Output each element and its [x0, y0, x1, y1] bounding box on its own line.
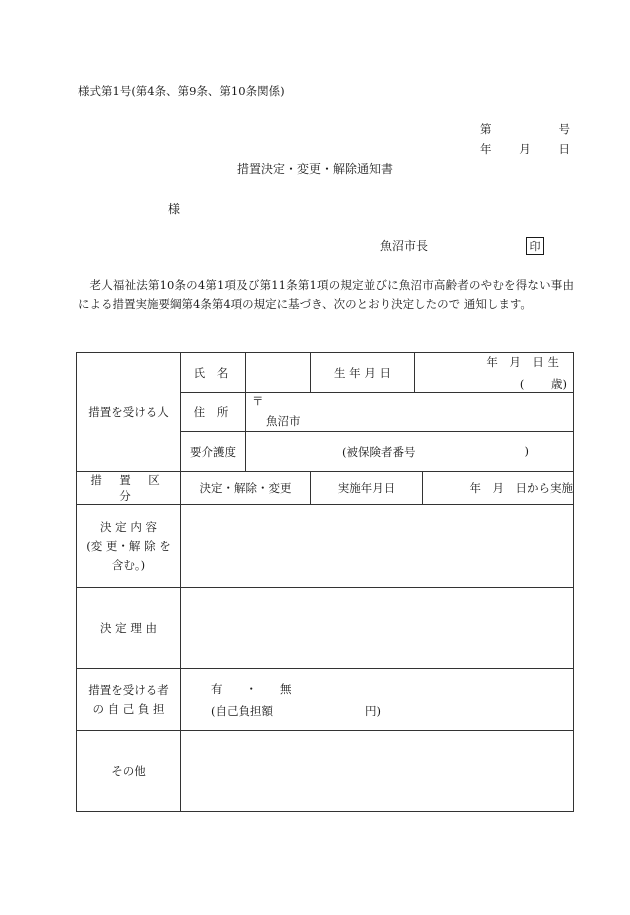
self-burden-label-line: 措置を受ける者	[88, 682, 169, 697]
burden-amount-template: (自己負担額 円)	[211, 703, 381, 718]
decision-content-field[interactable]	[181, 505, 574, 588]
form-number: 様式第1号(第4条、第9条、第10条関係)	[78, 84, 285, 98]
other-field[interactable]	[181, 731, 574, 812]
document-number-line	[480, 124, 570, 136]
table-row	[77, 505, 574, 588]
table-row	[77, 588, 574, 669]
date-year: 年	[480, 142, 492, 156]
date-month: 月	[519, 142, 531, 156]
insured-number-close: )	[524, 443, 529, 458]
self-burden-field[interactable]	[181, 669, 574, 731]
document-title: 措置決定・変更・解除通知書	[236, 162, 393, 176]
doc-no-suffix: 号	[558, 122, 570, 136]
name-label: 氏 名	[181, 353, 246, 393]
care-level-field[interactable]	[246, 432, 574, 472]
person-section-label: 措置を受ける人	[77, 353, 181, 472]
seal-mark: 印	[526, 237, 544, 255]
burden-options[interactable]: 有 ・ 無	[211, 681, 292, 696]
measure-type-options[interactable]: 決定・解除・変更	[181, 472, 311, 505]
decision-content-label-line: 含む。)	[111, 557, 146, 572]
address-field[interactable]	[246, 393, 574, 432]
decision-reason-label: 決 定 理 由	[77, 588, 181, 669]
table-row	[77, 669, 574, 731]
date-day: 日	[558, 142, 570, 156]
decision-reason-field[interactable]	[181, 588, 574, 669]
implementation-date-label: 実施年月日	[311, 472, 423, 505]
measure-type-label: 措 置 区 分	[77, 472, 181, 505]
issuer-name: 魚沼市長	[380, 239, 429, 253]
address-city: 魚沼市	[266, 414, 301, 428]
body-paragraph: 老人福祉法第10条の4第1項及び第11条第1項の規定並びに魚沼市高齢者のやむを得ない事由による措置実施要綱第4条第4項の規定に基づき、次のとおり決定したので 通知します。	[78, 278, 574, 311]
address-label: 住 所	[181, 393, 246, 432]
implementation-date-field[interactable]: 年 月 日から実施	[423, 472, 574, 505]
table-row	[77, 472, 574, 505]
age-template: ( 歳)	[519, 376, 567, 391]
decision-content-label-line: 決 定 内 容	[100, 519, 157, 534]
recipient-honorific: 様	[168, 202, 181, 216]
insured-number-open: (被保険者番号	[342, 444, 416, 459]
birthdate-template: 年 月 日 生	[486, 354, 559, 369]
name-field[interactable]	[246, 353, 311, 393]
birthdate-label: 生 年 月 日	[311, 353, 415, 393]
self-burden-label	[77, 669, 181, 731]
other-label: その他	[77, 731, 181, 812]
doc-no-prefix: 第	[480, 122, 492, 136]
table-row	[77, 731, 574, 812]
postal-mark: 〒	[252, 394, 264, 408]
table-row	[77, 353, 574, 393]
notification-table	[76, 352, 574, 812]
birthdate-field[interactable]	[415, 353, 574, 393]
self-burden-label-line: の 自 己 負 担	[92, 701, 165, 716]
care-level-label: 要介護度	[181, 432, 246, 472]
document-date-line	[480, 144, 570, 156]
decision-content-label	[77, 505, 181, 588]
decision-content-label-line: (変 更・解 除 を	[86, 538, 171, 553]
